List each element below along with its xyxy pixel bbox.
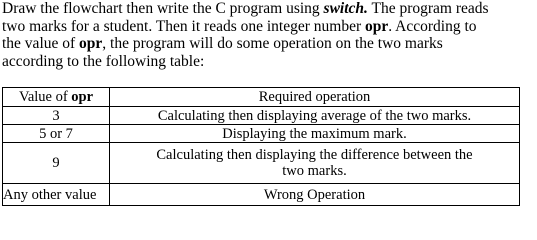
opr-keyword: opr (79, 35, 103, 52)
operations-table (2, 87, 520, 206)
header-value-label: Value of (18, 89, 72, 105)
row-operation-line-1: Calculating then displaying the difference between the (156, 147, 473, 163)
row-value: Any other value (3, 184, 110, 206)
table-row (3, 143, 520, 184)
row-value: 5 or 7 (3, 125, 110, 143)
row-value: 9 (3, 143, 110, 184)
table-row (3, 184, 520, 206)
question-line-1-tail: The program reads (367, 0, 489, 17)
table-header-row (3, 88, 520, 107)
table-row (3, 125, 520, 143)
opr-keyword: opr (365, 17, 389, 35)
row-value: 3 (3, 107, 110, 125)
table-row (3, 107, 520, 125)
question-line-4: according to the following table: (2, 52, 205, 70)
row-operation: Wrong Operation (110, 184, 520, 206)
question-line-3-text: the value of (2, 35, 80, 52)
question-line-2-tail: . According to (388, 17, 477, 35)
header-value-of-opr (3, 88, 110, 107)
question-line-1-text: Draw the flowchart then write the C program using (2, 0, 324, 17)
row-operation-line-2: two marks. (282, 163, 347, 179)
switch-keyword: switch. (323, 0, 368, 17)
row-operation: Calculating then displaying average of the two marks. (110, 107, 520, 125)
question-line-3-tail: , the program will do some operation on the two marks (102, 35, 443, 52)
question-line-2-text: two marks for a student. Then it reads one integer number (2, 17, 366, 35)
question-line-2 (2, 18, 536, 36)
row-operation: Displaying the maximum mark. (110, 125, 520, 143)
question-line-1 (2, 0, 536, 18)
question-text (2, 0, 536, 70)
opr-keyword: opr (71, 89, 94, 105)
question-line-3 (2, 35, 536, 53)
header-required-operation: Required operation (110, 88, 520, 107)
row-operation (110, 143, 520, 184)
